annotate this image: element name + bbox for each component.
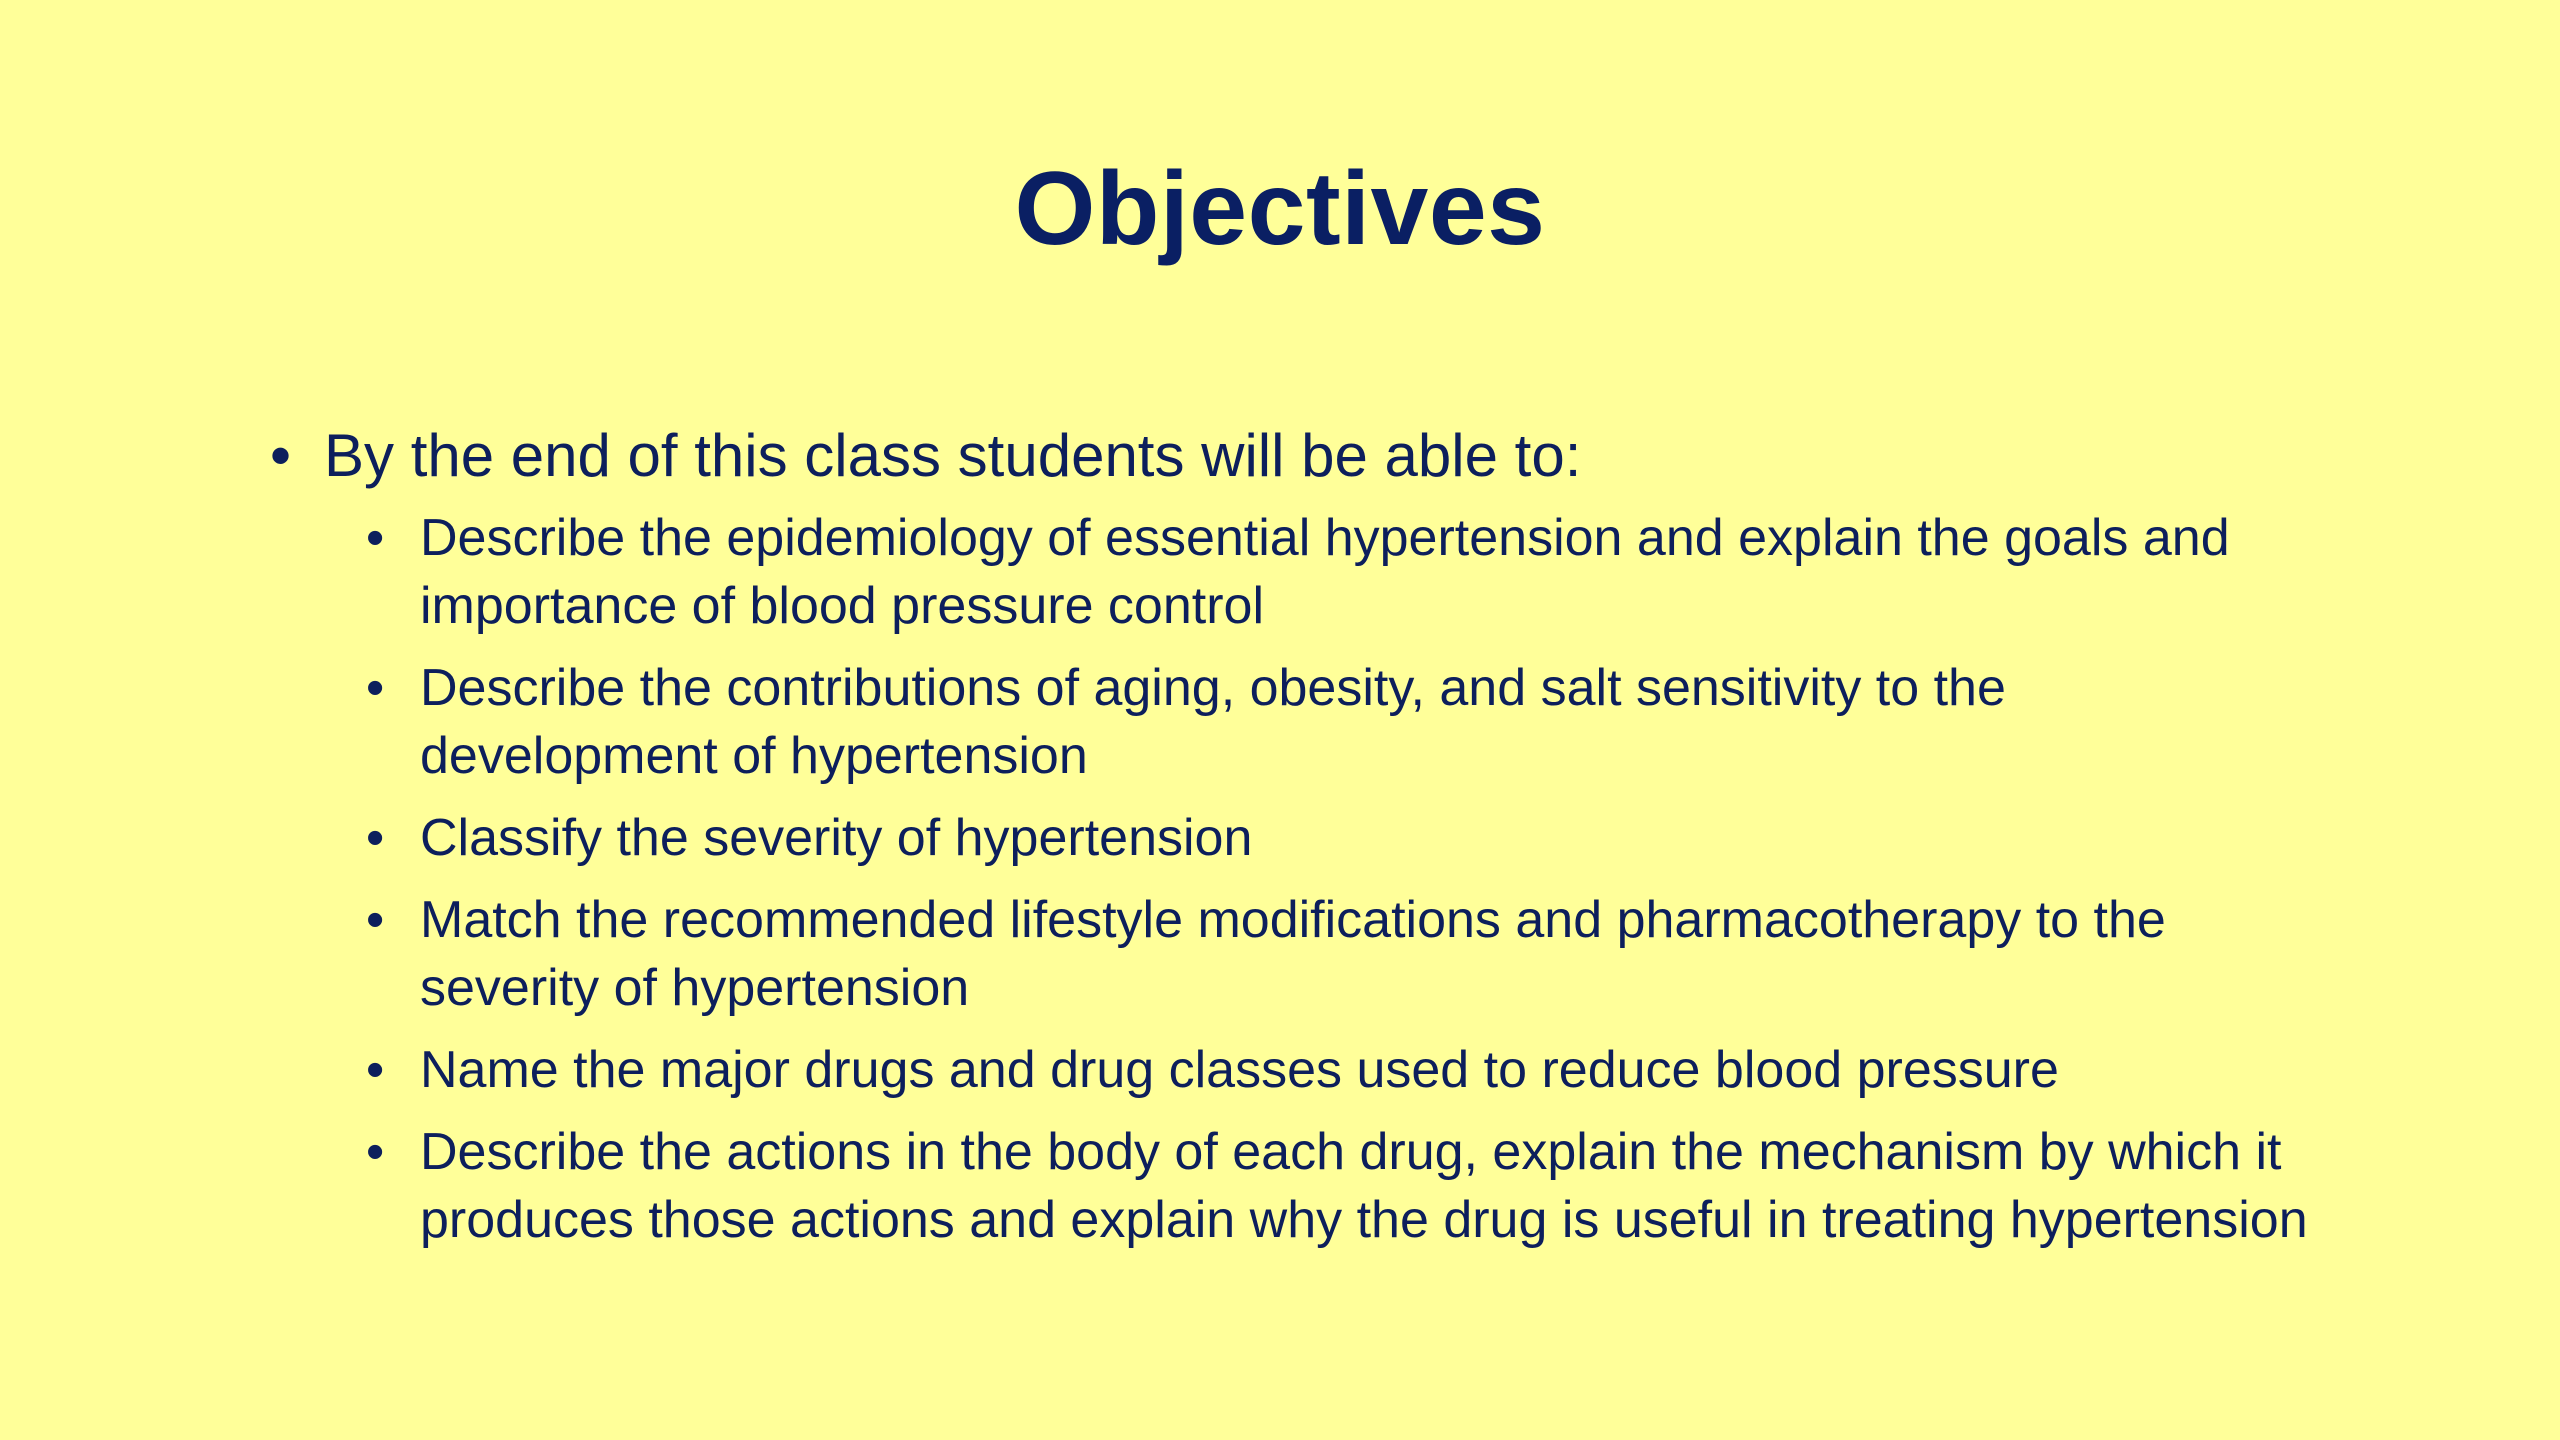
- objective-item: [366, 886, 2310, 1022]
- slide-content: [270, 420, 2310, 1268]
- bullet-icon: •: [366, 1123, 385, 1181]
- objectives-list: [270, 504, 2310, 1254]
- intro-text: By the end of this class students will be able to:: [324, 422, 1582, 489]
- objective-text: Classify the severity of hypertension: [420, 809, 1253, 867]
- bullet-icon: •: [366, 509, 385, 567]
- slide-title: Objectives: [1014, 151, 1546, 267]
- objective-text: Describe the epidemiology of essential hypertension and explain the goals and importance of blood pressure control: [420, 509, 2230, 635]
- objective-item: [366, 1118, 2310, 1254]
- bullet-icon: •: [366, 1041, 385, 1099]
- bullet-icon: •: [366, 659, 385, 717]
- objective-text: Describe the contributions of aging, obesity, and salt sensitivity to the development of hypertension: [420, 659, 2006, 785]
- objective-text: Describe the actions in the body of each drug, explain the mechanism by which it produces those actions and explain why the drug is useful in treating hypertension: [420, 1123, 2308, 1249]
- objective-item: [366, 1036, 2310, 1104]
- objective-item: [366, 654, 2310, 790]
- objective-item: [366, 504, 2310, 640]
- bullet-icon: •: [366, 891, 385, 949]
- bullet-icon: •: [366, 809, 385, 867]
- intro-bullet: [270, 420, 2310, 492]
- objective-item: [366, 804, 2310, 872]
- objective-text: Name the major drugs and drug classes used to reduce blood pressure: [420, 1041, 2059, 1099]
- objective-text: Match the recommended lifestyle modifications and pharmacotherapy to the severity of hypertension: [420, 891, 2166, 1017]
- bullet-icon: •: [270, 422, 292, 489]
